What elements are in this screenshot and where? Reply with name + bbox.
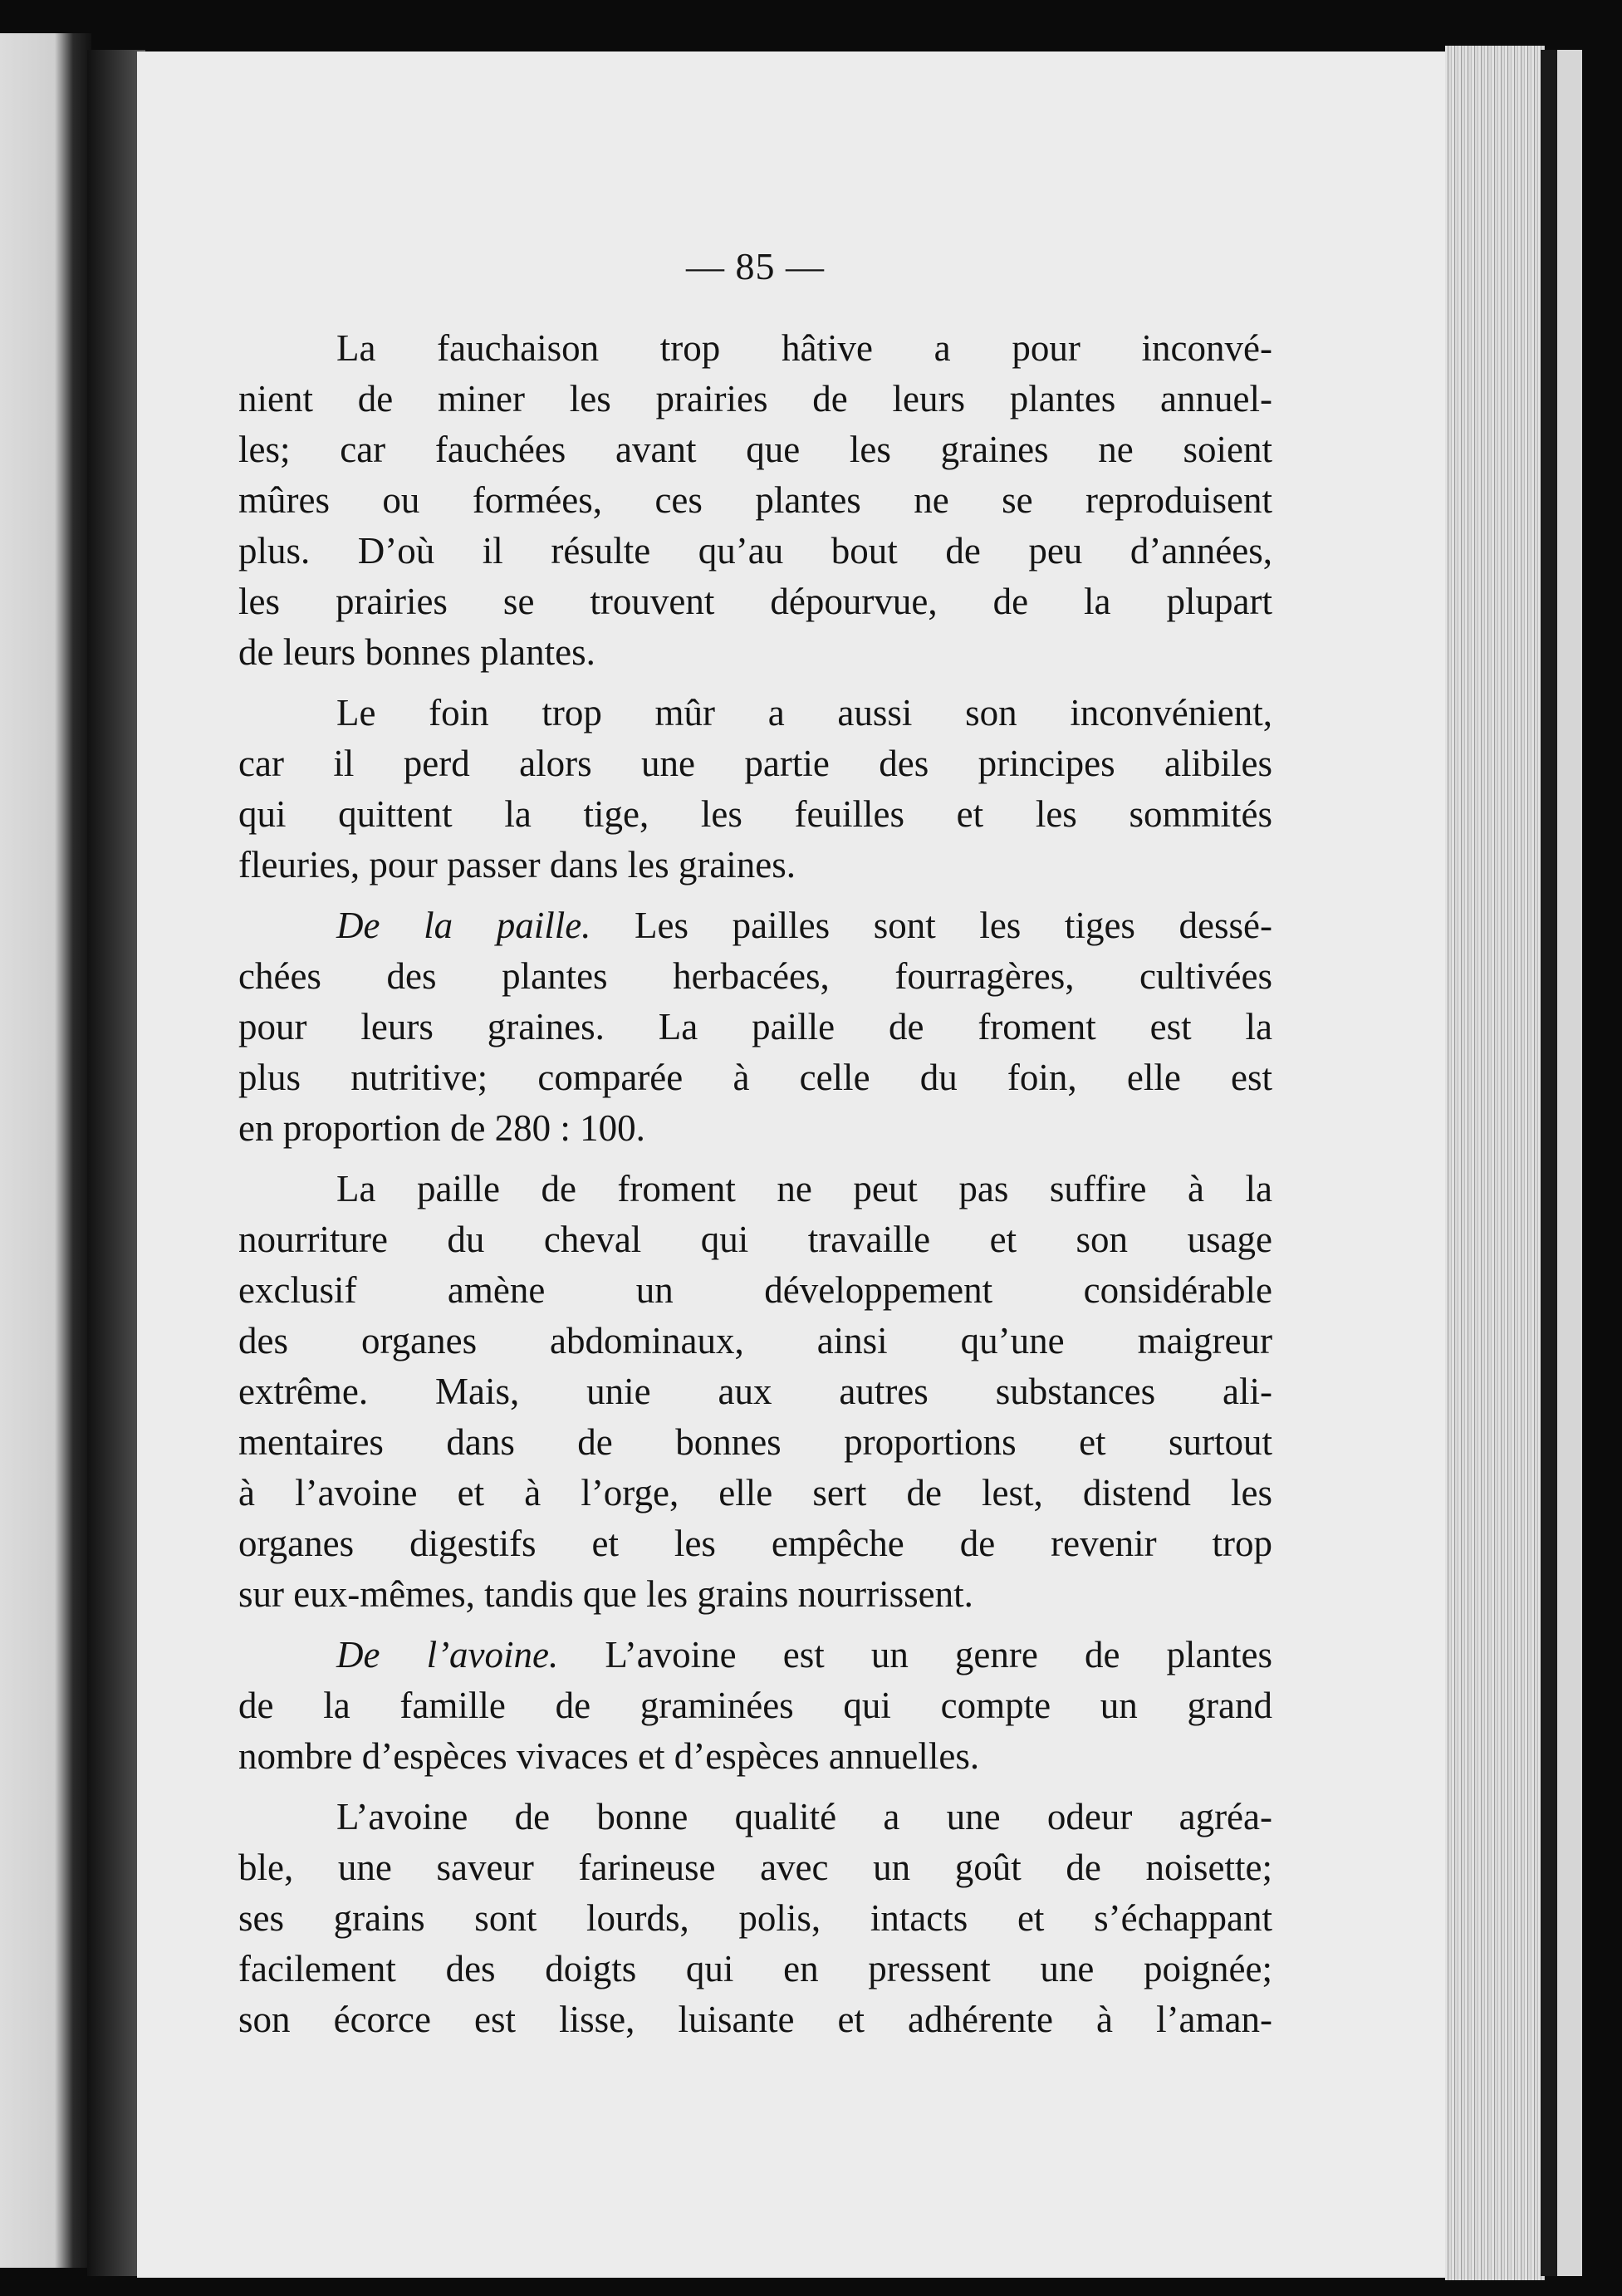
text-line: qui quittent la tige, les feuilles et les sommités: [238, 793, 1272, 835]
paragraph: [238, 900, 1272, 1154]
text-line: chées des plantes herbacées, fourragères, cultivées: [238, 955, 1272, 997]
page-number: — 85 —: [686, 245, 825, 287]
paragraph: [238, 1792, 1272, 2045]
text-line: extrême. Mais, unie aux autres substances ali-: [238, 1371, 1272, 1412]
paragraph: [238, 688, 1272, 890]
text-line: La paille de froment ne peut pas suffire à la: [336, 1168, 1272, 1209]
text-line: [238, 900, 1272, 951]
text-line: ble, une saveur farineuse avec un goût de noisette;: [238, 1847, 1272, 1888]
cover-edge: [1541, 50, 1557, 2276]
text-line: nourriture du cheval qui travaille et son usage: [238, 1219, 1272, 1260]
backing-strip: [1557, 50, 1582, 2276]
text-line: plus nutritive; comparée à celle du foin, elle est: [238, 1057, 1272, 1098]
text-line: facilement des doigts qui en pressent une poignée;: [238, 1948, 1272, 1989]
text-line: fleuries, pour passer dans les graines.: [238, 844, 796, 886]
text-line: mûres ou formées, ces plantes ne se reproduisent: [238, 479, 1272, 521]
text-line-rest: L’avoine est un genre de plantes: [558, 1634, 1272, 1675]
text-line: son écorce est lisse, luisante et adhérente à l’aman-: [238, 1999, 1272, 2040]
text-line: à l’avoine et à l’orge, elle sert de lest, distend les: [238, 1472, 1272, 1513]
text-line: ses grains sont lourds, polis, intacts et s’échappant: [238, 1897, 1272, 1939]
text-line: exclusif amène un développement considérable: [238, 1269, 1272, 1311]
section-heading: De l’avoine.: [336, 1634, 559, 1675]
paragraph: [238, 1630, 1272, 1782]
text-line: nient de miner les prairies de leurs plantes annuel-: [238, 378, 1272, 419]
page-fore-edge: [1445, 46, 1545, 2280]
text-line: en proportion de 280 : 100.: [238, 1107, 645, 1149]
text-line: pour leurs graines. La paille de froment est la: [238, 1006, 1272, 1047]
text-line: L’avoine de bonne qualité a une odeur agréa-: [336, 1796, 1272, 1837]
text-line: de la famille de graminées qui compte un grand: [238, 1685, 1272, 1726]
text-line: Le foin trop mûr a aussi son inconvénient,: [336, 692, 1272, 733]
text-line: La fauchaison trop hâtive a pour inconvé-: [336, 327, 1272, 369]
text-line: nombre d’espèces vivaces et d’espèces annuelles.: [238, 1735, 980, 1777]
text-line: [238, 1630, 1272, 1680]
text-line-rest: Les pailles sont les tiges dessé-: [590, 905, 1272, 946]
page-text: [238, 241, 1272, 2055]
section-heading: De la paille.: [336, 905, 591, 946]
text-line: organes digestifs et les empêche de revenir trop: [238, 1523, 1272, 1564]
paragraph: [238, 323, 1272, 678]
text-line: les; car fauchées avant que les graines ne soient: [238, 429, 1272, 470]
text-line: plus. D’où il résulte qu’au bout de peu d’années,: [238, 530, 1272, 572]
text-line: les prairies se trouvent dépourvue, de la plupart: [238, 581, 1272, 622]
text-line: mentaires dans de bonnes proportions et surtout: [238, 1421, 1272, 1463]
text-line: de leurs bonnes plantes.: [238, 631, 595, 673]
body-text: [238, 323, 1272, 2045]
paragraph: [238, 1164, 1272, 1620]
text-line: car il perd alors une partie des principes alibiles: [238, 743, 1272, 784]
text-line: des organes abdominaux, ainsi qu’une maigreur: [238, 1320, 1272, 1361]
left-page-edge: [0, 33, 91, 2268]
text-line: sur eux-mêmes, tandis que les grains nourrissent.: [238, 1573, 973, 1615]
